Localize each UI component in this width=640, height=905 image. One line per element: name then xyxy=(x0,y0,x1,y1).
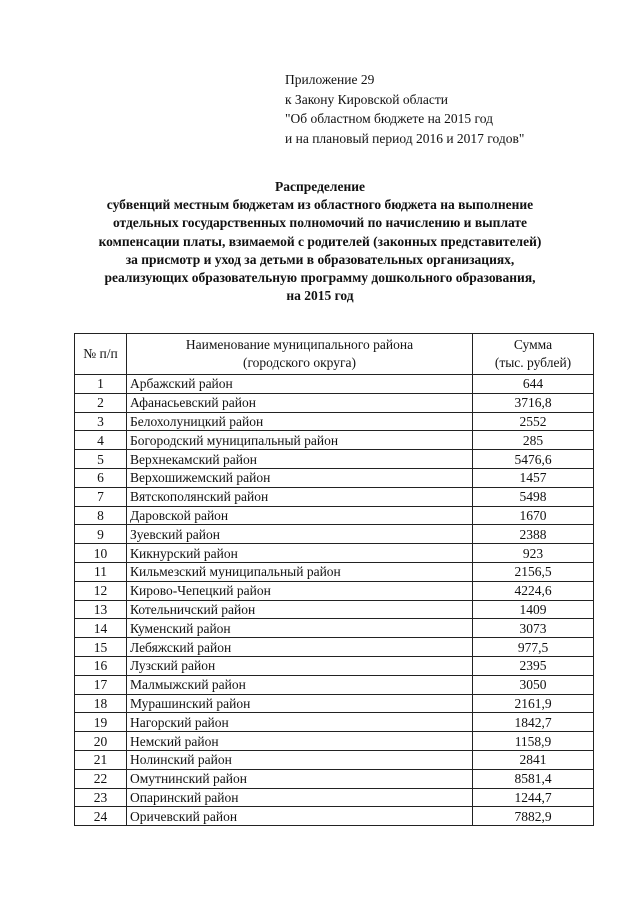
subvention-amount: 5476,6 xyxy=(473,450,594,469)
table-row xyxy=(75,656,594,675)
district-name: Малмыжский район xyxy=(127,675,473,694)
district-name: Верхнекамский район xyxy=(127,450,473,469)
subvention-amount: 923 xyxy=(473,544,594,563)
row-number: 21 xyxy=(75,750,127,769)
subvention-amount: 3050 xyxy=(473,675,594,694)
district-name: Нолинский район xyxy=(127,750,473,769)
table-row xyxy=(75,600,594,619)
district-name: Верхошижемский район xyxy=(127,468,473,487)
district-name: Мурашинский район xyxy=(127,694,473,713)
subvention-amount: 285 xyxy=(473,431,594,450)
district-name: Афанасьевский район xyxy=(127,393,473,412)
district-name: Лузский район xyxy=(127,656,473,675)
row-number: 11 xyxy=(75,562,127,581)
row-number: 15 xyxy=(75,638,127,657)
header-sum xyxy=(473,334,594,375)
subvention-amount: 1842,7 xyxy=(473,713,594,732)
subvention-amount: 1457 xyxy=(473,468,594,487)
row-number: 9 xyxy=(75,525,127,544)
district-name: Немский район xyxy=(127,732,473,751)
table-row xyxy=(75,468,594,487)
row-number: 16 xyxy=(75,656,127,675)
district-name: Кирово-Чепецкий район xyxy=(127,581,473,600)
row-number: 20 xyxy=(75,732,127,751)
row-number: 7 xyxy=(75,487,127,506)
district-name: Опаринский район xyxy=(127,788,473,807)
subvention-amount: 2161,9 xyxy=(473,694,594,713)
table-row xyxy=(75,544,594,563)
title-line: за присмотр и уход за детьми в образовательных организациях, xyxy=(125,251,515,267)
row-number: 14 xyxy=(75,619,127,638)
header-name xyxy=(127,334,473,375)
row-number: 10 xyxy=(75,544,127,563)
subvention-amount: 2552 xyxy=(473,412,594,431)
appendix-line: Приложение 29 xyxy=(285,72,375,87)
subvention-amount: 3716,8 xyxy=(473,393,594,412)
header-number xyxy=(75,334,127,375)
row-number: 3 xyxy=(75,412,127,431)
appendix-header xyxy=(285,70,524,148)
title-line: отдельных государственных полномочий по начислению и выплате xyxy=(112,215,528,231)
table-row xyxy=(75,581,594,600)
table-row xyxy=(75,506,594,525)
title-heading: Распределение xyxy=(274,179,366,194)
subvention-amount: 4224,6 xyxy=(473,581,594,600)
district-name: Нагорский район xyxy=(127,713,473,732)
table-header-row xyxy=(75,334,594,375)
title-line: субвенций местным бюджетам из областного бюджета на выполнение xyxy=(106,197,534,213)
district-name: Лебяжский район xyxy=(127,638,473,657)
row-number: 4 xyxy=(75,431,127,450)
appendix-line: к Закону Кировской области xyxy=(285,91,449,107)
district-name: Куменский район xyxy=(127,619,473,638)
district-name: Вятскополянский район xyxy=(127,487,473,506)
table-row xyxy=(75,807,594,826)
subvention-amount: 1158,9 xyxy=(473,732,594,751)
district-name: Кильмезский муниципальный район xyxy=(127,562,473,581)
row-number: 12 xyxy=(75,581,127,600)
document-title xyxy=(0,178,640,305)
subvention-amount: 5498 xyxy=(473,487,594,506)
appendix-line: и на плановый период 2016 и 2017 годов" xyxy=(285,130,525,146)
row-number: 2 xyxy=(75,393,127,412)
row-number: 5 xyxy=(75,450,127,469)
row-number: 19 xyxy=(75,713,127,732)
subvention-amount: 1670 xyxy=(473,506,594,525)
subvention-table xyxy=(74,333,594,826)
table-row xyxy=(75,675,594,694)
subvention-amount: 8581,4 xyxy=(473,769,594,788)
district-name: Оричевский район xyxy=(127,807,473,826)
district-name: Богородский муниципальный район xyxy=(127,431,473,450)
subvention-amount: 3073 xyxy=(473,619,594,638)
subvention-amount: 1409 xyxy=(473,600,594,619)
district-name: Кикнурский район xyxy=(127,544,473,563)
table-row xyxy=(75,788,594,807)
row-number: 17 xyxy=(75,675,127,694)
subvention-amount: 2388 xyxy=(473,525,594,544)
table-row xyxy=(75,393,594,412)
table-row xyxy=(75,525,594,544)
district-name: Котельничский район xyxy=(127,600,473,619)
table-row xyxy=(75,487,594,506)
table-row xyxy=(75,713,594,732)
district-name: Омутнинский район xyxy=(127,769,473,788)
district-name: Зуевский район xyxy=(127,525,473,544)
title-line: на 2015 год xyxy=(286,288,354,304)
subvention-amount: 2841 xyxy=(473,750,594,769)
table-row xyxy=(75,732,594,751)
table-row xyxy=(75,412,594,431)
header-name-line: Наименование муниципального района xyxy=(185,337,414,352)
row-number: 18 xyxy=(75,694,127,713)
row-number: 13 xyxy=(75,600,127,619)
subvention-amount: 2156,5 xyxy=(473,562,594,581)
table-row xyxy=(75,431,594,450)
table-row xyxy=(75,375,594,394)
row-number: 8 xyxy=(75,506,127,525)
table-row xyxy=(75,450,594,469)
district-name: Даровской район xyxy=(127,506,473,525)
table-row xyxy=(75,562,594,581)
table-row xyxy=(75,638,594,657)
district-name: Арбажский район xyxy=(127,375,473,394)
header-sum-line: Сумма xyxy=(513,337,553,352)
row-number: 24 xyxy=(75,807,127,826)
subvention-amount: 7882,9 xyxy=(473,807,594,826)
district-name: Белохолуницкий район xyxy=(127,412,473,431)
table-row xyxy=(75,619,594,638)
subvention-amount: 977,5 xyxy=(473,638,594,657)
table-row xyxy=(75,750,594,769)
subvention-amount: 644 xyxy=(473,375,594,394)
title-line: реализующих образовательную программу дошкольного образования, xyxy=(104,270,536,286)
row-number: 6 xyxy=(75,468,127,487)
header-number-label: № п/п xyxy=(83,346,118,361)
title-line: компенсации платы, взимаемой с родителей (законных представителей) xyxy=(98,233,542,249)
row-number: 23 xyxy=(75,788,127,807)
subvention-amount: 1244,7 xyxy=(473,788,594,807)
table-row xyxy=(75,694,594,713)
subvention-amount: 2395 xyxy=(473,656,594,675)
appendix-line: "Об областном бюджете на 2015 год xyxy=(285,111,493,126)
table-row xyxy=(75,769,594,788)
row-number: 22 xyxy=(75,769,127,788)
header-name-line: (городского округа) xyxy=(242,355,357,370)
header-sum-line: (тыс. рублей) xyxy=(494,355,572,370)
row-number: 1 xyxy=(75,375,127,394)
